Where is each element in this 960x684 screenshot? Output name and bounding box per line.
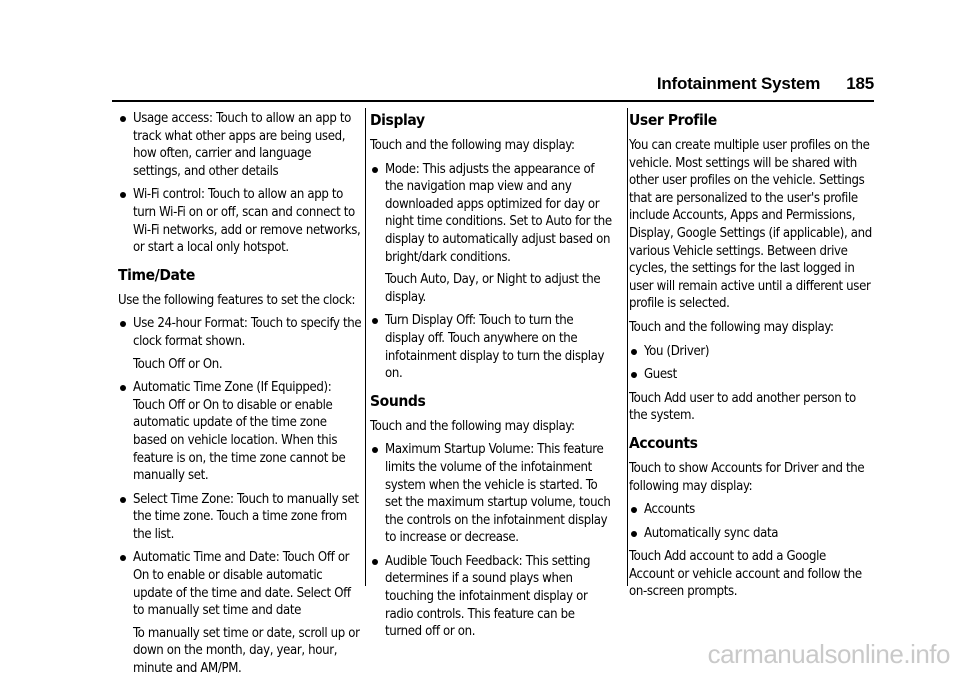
note-manual-time-date: To manually set time or date, scroll up or down on the month, day, year, hour, minute and AM/PM.	[133, 625, 360, 677]
accounts-outro: Touch Add account to add a Google Account or vehicle account and follow the on-screen prompts.	[629, 549, 862, 600]
column-divider-2	[627, 108, 628, 586]
bullet-accounts: Accounts	[629, 501, 873, 519]
bullet-list-sounds	[370, 441, 614, 641]
heading-time-date: Time/Date	[118, 265, 195, 284]
header-rule	[112, 100, 874, 102]
heading-sounds: Sounds	[370, 391, 426, 410]
column-divider-1	[365, 108, 366, 586]
page-header	[657, 74, 874, 94]
note-mode: Touch Auto, Day, or Night to adjust the display.	[385, 272, 601, 305]
bullet-list-accounts	[629, 501, 873, 542]
bullet-usage-access: Usage access: Touch to allow an app to track what other apps are being used, how often, carrier and language settings, and other details	[118, 110, 362, 180]
bullet-turn-display-off: Turn Display Off: Touch to turn the display off. Touch anywhere on the infotainment display to turn the display on.	[370, 312, 614, 382]
user-profile-outro: Touch Add user to add another person to the system.	[629, 390, 856, 424]
bullet-audible-touch-feedback: Audible Touch Feedback: This setting determines if a sound plays when touching the infotainment display or radio controls. This feature can be turned off or on.	[370, 553, 614, 641]
note-24-hour-format: Touch Off or On.	[133, 356, 223, 372]
user-profile-intro: Touch and the following may display:	[629, 319, 834, 335]
bullet-list-time-date-cont	[118, 379, 362, 620]
bullet-list-time-date	[118, 315, 362, 350]
bullet-auto-sync-data: Automatically sync data	[629, 525, 873, 543]
user-profile-body: You can create multiple user profiles on the vehicle. Most settings will be shared with other user profiles on the vehicle. Settings that are personalized to the user's profile include Accounts, Apps and Permissions, Display, Google Settings (if applicable), and various Vehicle settings. Between drive cycles, the settings for the last logged in user will remain active until a different user profile is selected.	[629, 138, 872, 312]
sounds-intro: Touch and the following may display:	[370, 418, 575, 434]
page-number: 185	[846, 74, 874, 93]
bullet-automatic-time-date: Automatic Time and Date: Touch Off or On to enable or disable automatic update of the time and date. Select Off to manually set time and date	[118, 549, 362, 619]
heading-accounts: Accounts	[629, 433, 698, 452]
bullet-select-time-zone: Select Time Zone: Touch to manually set the time zone. Touch a time zone from the list.	[118, 491, 362, 544]
heading-display: Display	[370, 111, 425, 129]
column-2	[370, 110, 614, 647]
time-date-intro: Use the following features to set the clock:	[118, 292, 356, 308]
bullet-24-hour-format: Use 24-hour Format: Touch to specify the clock format shown.	[118, 315, 362, 350]
accounts-intro: Touch to show Accounts for Driver and the following may display:	[629, 460, 865, 494]
column-3	[629, 110, 873, 607]
display-intro: Touch and the following may display:	[370, 138, 575, 153]
bullet-list-display	[370, 161, 614, 267]
bullet-mode: Mode: This adjusts the appearance of the navigation map view and any downloaded apps optimized for day or night time conditions. Set to Auto for the display to automatically adjust based on bright/dark conditions.	[370, 161, 614, 267]
bullet-wifi-control: Wi-Fi control: Touch to allow an app to turn Wi-Fi on or off, scan and connect to Wi-Fi networks, add or remove networks, or start a local only hotspot.	[118, 186, 362, 256]
section-title: Infotainment System	[656, 74, 821, 93]
heading-user-profile: User Profile	[629, 111, 717, 129]
bullet-max-startup-volume: Maximum Startup Volume: This feature limits the volume of the infotainment system when the vehicle is started. To set the maximum startup volume, touch the controls on the infotainment display to increase or decrease.	[370, 441, 614, 547]
column-1	[118, 110, 362, 684]
bullet-automatic-time-zone: Automatic Time Zone (If Equipped): Touch Off or On to disable or enable automatic update of the time zone based on vehicle location. When this feature is on, the time zone cannot be manually set.	[118, 379, 362, 485]
bullet-list-user-profile	[629, 343, 873, 384]
bullet-you-driver: You (Driver)	[629, 343, 873, 361]
watermark: carmanualsonline.info	[707, 639, 950, 669]
bullet-list-display-cont	[370, 312, 614, 382]
bullet-list-permissions	[118, 110, 362, 257]
bullet-guest: Guest	[629, 366, 873, 384]
